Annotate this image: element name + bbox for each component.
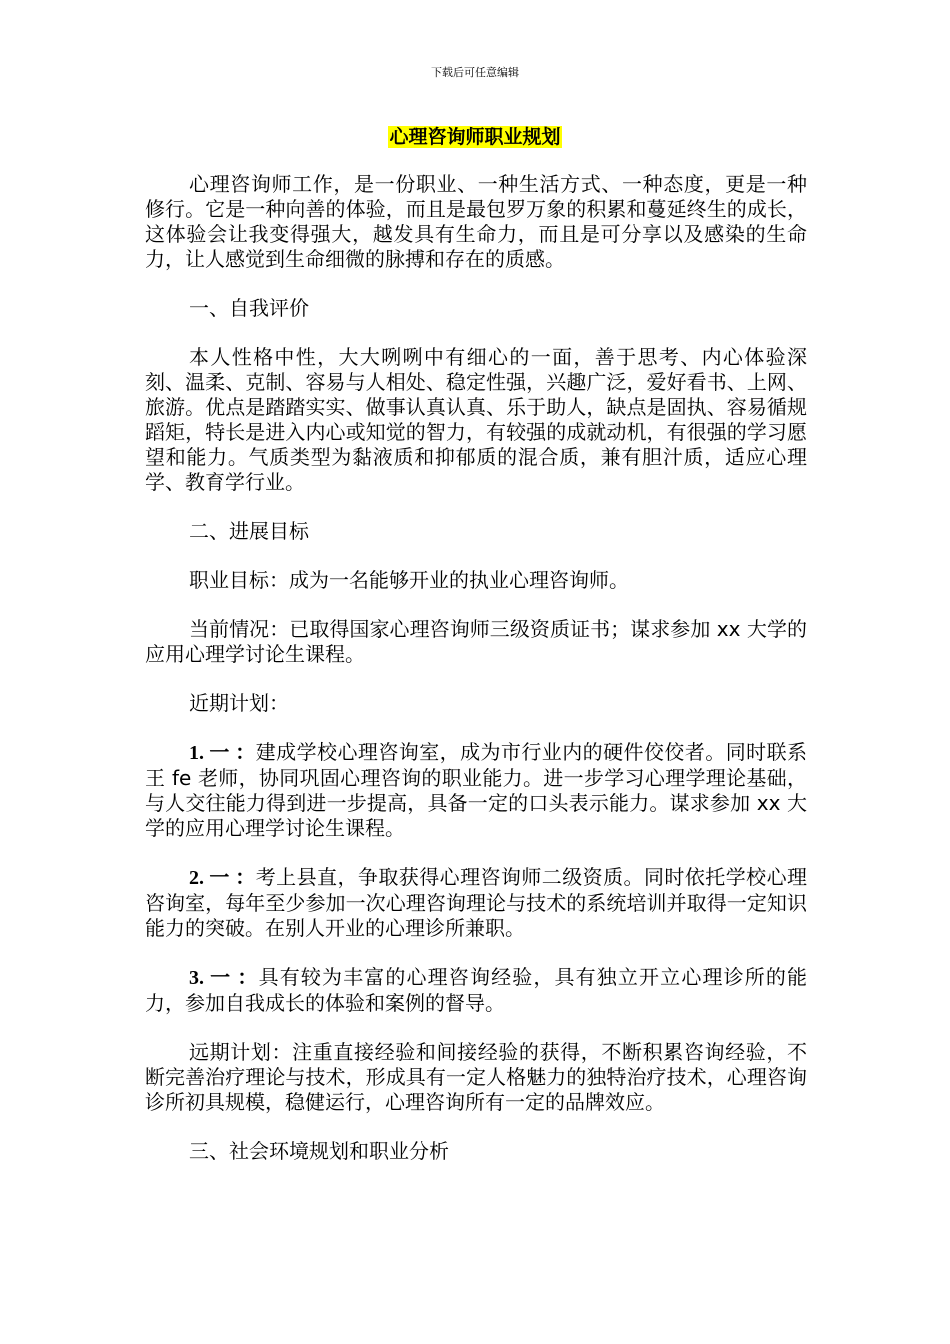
header-note: 下载后可任意编辑 <box>431 66 519 79</box>
plan-item-2-text: 考上县直，争取获得心理咨询师二级资质。同时依托学校心理咨询室，每年至少参加一次心理咨询理论与技术的系统培训并取得一定知识能力的突破。在别人开业的心理诊所兼职。 <box>145 865 808 940</box>
document-body <box>145 172 807 1188</box>
intro-paragraph: 心理咨询师工作，是一份职业、一种生活方式、一种态度，更是一种修行。它是一种向善的体验，而且是最包罗万象的积累和蔓延终生的成长，这体验会让我变得强大，越发具有生命力，而且是可分享以及感染的生命力，让人感觉到生命细微的脉搏和存在的质感。 <box>145 172 807 271</box>
current-situation-paragraph: 当前情况：已取得国家心理咨询师三级资质证书；谋求参加 xx 大学的应用心理学讨论生课程。 <box>145 617 807 666</box>
plan-item-2-number: 2. 一 ： <box>189 867 256 889</box>
plan-item-3-number: 3. 一 ： <box>189 967 259 989</box>
plan-item-1 <box>145 740 807 841</box>
near-term-plan-label: 近期计划： <box>189 691 289 715</box>
document-title-text: 心理咨询师职业规划 <box>389 126 561 148</box>
section-heading-development-goals: 二、进展目标 <box>189 519 309 543</box>
section-heading-social-environment: 三、社会环境规划和职业分析 <box>189 1139 449 1163</box>
plan-item-2 <box>145 865 807 941</box>
section-heading-self-evaluation: 一、自我评价 <box>189 296 309 320</box>
long-term-plan-paragraph: 远期计划：注重直接经验和间接经验的获得，不断积累咨询经验，不断完善治疗理论与技术，形成具有一定人格魅力的独特治疗技术，心理咨询诊所初具规模，稳健运行，心理咨询所有一定的品牌效应。 <box>145 1040 807 1114</box>
plan-item-3-text: 具有较为丰富的心理咨询经验，具有独立开立心理诊所的能力，参加自我成长的体验和案例的督导。 <box>145 965 808 1015</box>
document-title <box>0 124 950 150</box>
plan-item-1-number: 1. 一 ： <box>189 742 256 764</box>
plan-item-1-text: 建成学校心理咨询室，成为市行业内的硬件佼佼者。同时联系王 fe 老师，协同巩固心理咨询的职业能力。进一步学习心理学理论基础，与人交往能力得到进一步提高，具备一定的口头表示能力。谋求参加 xx 大学的应用心理学讨论生课程。 <box>145 740 808 840</box>
self-evaluation-paragraph: 本人性格中性，大大咧咧中有细心的一面，善于思考、内心体验深刻、温柔、克制、容易与人相处、稳定性强，兴趣广泛，爱好看书、上网、旅游。优点是踏踏实实、做事认真认真、乐于助人，缺点是固执、容易循规蹈矩，特长是进入内心或知觉的智力，有较强的成就动机，有很强的学习愿望和能力。气质类型为黏液质和抑郁质的混合质，兼有胆汁质，适应心理学、教育学行业。 <box>145 345 807 494</box>
career-goal-paragraph: 职业目标：成为一名能够开业的执业心理咨询师。 <box>189 568 629 592</box>
plan-item-3 <box>145 965 807 1016</box>
